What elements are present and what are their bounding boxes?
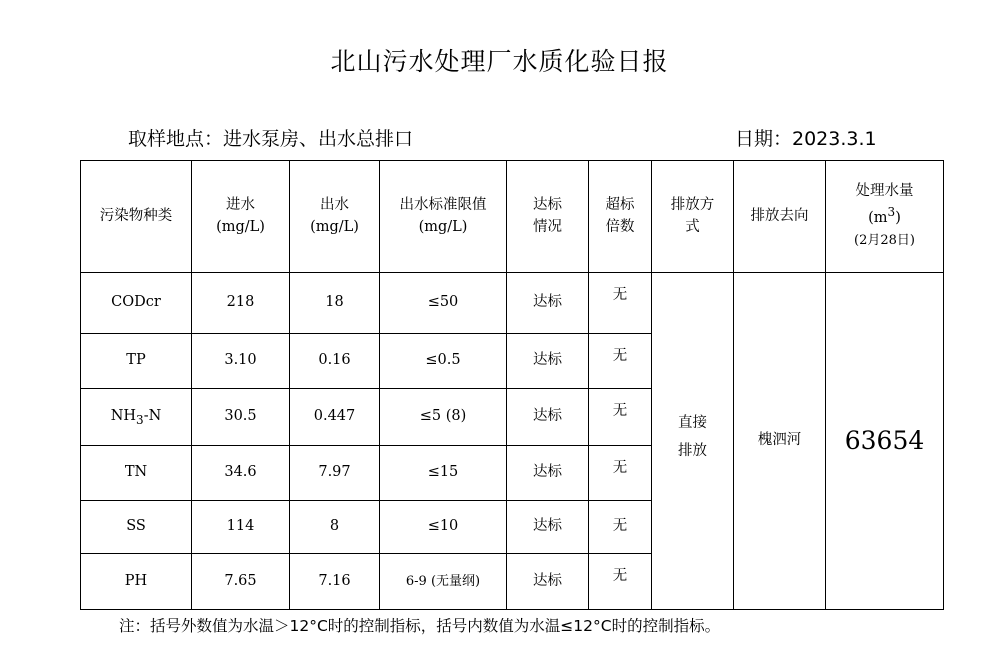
header-compliance: 达标 情况 xyxy=(507,161,589,273)
header-limit: 出水标准限值 (mg/L) xyxy=(380,161,507,273)
limit-value: ≤5 (8) xyxy=(380,389,507,446)
header-row xyxy=(81,161,944,273)
limit-value: 6-9 (无量纲) xyxy=(380,554,507,610)
outflow-value: 7.16 xyxy=(290,554,380,610)
header-outflow: 出水 (mg/L) xyxy=(290,161,380,273)
header-discharge-method: 排放方 式 xyxy=(652,161,734,273)
inflow-value: 7.65 xyxy=(192,554,290,610)
status-value: 达标 xyxy=(507,334,589,389)
status-value: 达标 xyxy=(507,446,589,501)
footnote: 注：括号外数值为水温＞12°C时的控制指标，括号内数值为水温≤12°C时的控制指标。 xyxy=(119,617,721,635)
inflow-value: 34.6 xyxy=(192,446,290,501)
pollutant-name: PH xyxy=(81,554,192,610)
outflow-value: 18 xyxy=(290,273,380,334)
header-pollutant: 污染物种类 xyxy=(81,161,192,273)
exceed-value: 无 xyxy=(589,389,652,446)
report-date: 日期：2023.3.1 xyxy=(735,128,877,150)
header-volume: 处理水量 $(m^3)$ (2月28日) xyxy=(826,161,944,273)
exceed-value: 无 xyxy=(589,273,652,334)
exceed-value: 无 xyxy=(589,501,652,554)
treated-volume: 63654 xyxy=(826,273,944,610)
inflow-value: 218 xyxy=(192,273,290,334)
exceed-value: 无 xyxy=(589,334,652,389)
pollutant-name: CODcr xyxy=(81,273,192,334)
exceed-value: 无 xyxy=(589,446,652,501)
exceed-value: 无 xyxy=(589,554,652,610)
limit-value: ≤0.5 xyxy=(380,334,507,389)
status-value: 达标 xyxy=(507,273,589,334)
status-value: 达标 xyxy=(507,554,589,610)
report-title: 北山污水处理厂水质化验日报 xyxy=(330,47,669,76)
sampling-location: 取样地点：进水泵房、出水总排口 xyxy=(128,128,414,150)
water-quality-table xyxy=(80,160,944,610)
table-row xyxy=(81,273,944,334)
status-value: 达标 xyxy=(507,389,589,446)
limit-value: ≤15 xyxy=(380,446,507,501)
pollutant-name: TP xyxy=(81,334,192,389)
pollutant-name: $NH_3-N$ xyxy=(81,389,192,446)
discharge-dest-cell: 槐泗河 xyxy=(734,273,826,610)
pollutant-name: SS xyxy=(81,501,192,554)
limit-value: ≤50 xyxy=(380,273,507,334)
header-discharge-dest: 排放去向 xyxy=(734,161,826,273)
inflow-value: 114 xyxy=(192,501,290,554)
outflow-value: 0.447 xyxy=(290,389,380,446)
limit-value: ≤10 xyxy=(380,501,507,554)
outflow-value: 7.97 xyxy=(290,446,380,501)
outflow-value: 8 xyxy=(290,501,380,554)
header-exceed: 超标 倍数 xyxy=(589,161,652,273)
discharge-method-cell: 直接 排放 xyxy=(652,273,734,610)
pollutant-name: TN xyxy=(81,446,192,501)
header-inflow: 进水 (mg/L) xyxy=(192,161,290,273)
inflow-value: 3.10 xyxy=(192,334,290,389)
outflow-value: 0.16 xyxy=(290,334,380,389)
inflow-value: 30.5 xyxy=(192,389,290,446)
status-value: 达标 xyxy=(507,501,589,554)
